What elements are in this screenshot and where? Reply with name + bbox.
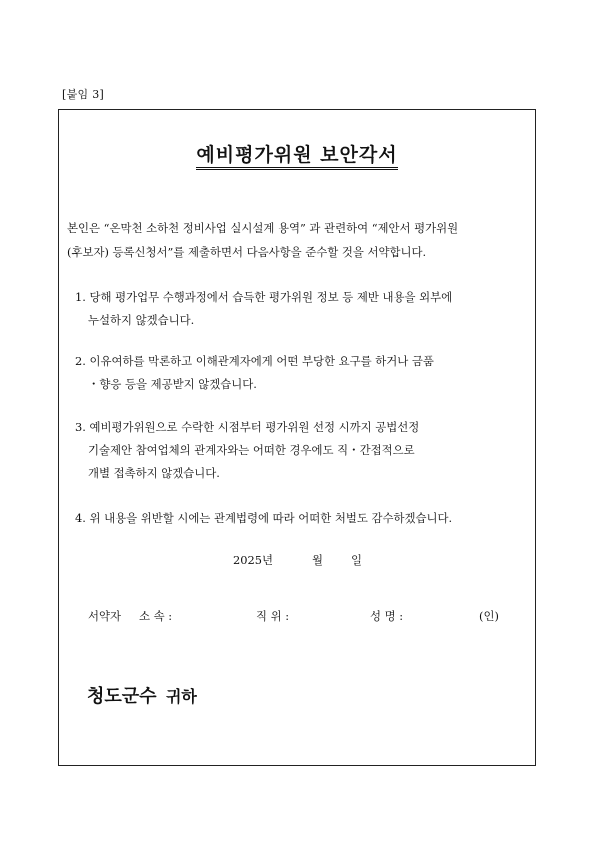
- date-year: 2025년: [233, 553, 273, 567]
- pledge-line: 4. 위 내용을 위반할 시에는 관계법령에 따라 어떠한 처벌도 감수하겠습니다.: [75, 511, 453, 525]
- pledge-item-3: [75, 416, 527, 485]
- pledge-item-4: [75, 507, 527, 530]
- pledger-label: 서약자: [88, 609, 122, 623]
- pledge-line: 누설하지 않겠습니다.: [88, 313, 195, 327]
- date-month: 월: [312, 553, 324, 567]
- pledge-line: 3. 예비평가위원으로 수락한 시점부터 평가위원 선정 시까지 공법선정: [75, 420, 420, 434]
- document-title: 예비평가위원 보안각서: [196, 144, 398, 166]
- pledge-line: ・향응 등을 제공받지 않겠습니다.: [88, 377, 257, 391]
- pledge-line: 개별 접촉하지 않겠습니다.: [88, 466, 220, 480]
- pledge-document-frame: [58, 109, 536, 766]
- addressee-name: 청도군수: [87, 686, 157, 707]
- pledge-line: 1. 당해 평가업무 수행과정에서 습득한 평가위원 정보 등 제반 내용을 외부에: [75, 290, 453, 304]
- affiliation-label: 소 속 :: [139, 609, 173, 623]
- addressee: [87, 682, 197, 708]
- pledge-line: 기술제안 참여업체의 관계자와는 어떠한 경우에도 직・간접적으로: [88, 443, 415, 457]
- name-label: 성 명 :: [370, 609, 404, 623]
- document-title-wrapper: [59, 144, 535, 168]
- addressee-suffix: 귀하: [165, 687, 197, 706]
- intro-line: 본인은 “온막천 소하천 정비사업 실시설계 용역” 과 관련하여 “제안서 평가위원: [67, 221, 459, 235]
- date-day: 일: [351, 553, 363, 567]
- pledge-line: 2. 이유여하를 막론하고 이해관계자에게 어떤 부당한 요구를 하거나 금품: [75, 354, 434, 368]
- intro-paragraph: [67, 216, 529, 264]
- pledge-item-2: [75, 350, 527, 396]
- seal-label: (인): [479, 609, 499, 623]
- intro-line: (후보자) 등록신청서”를 제출하면서 다음사항을 준수할 것을 서약합니다.: [67, 245, 427, 259]
- attachment-label: [붙임 3]: [62, 88, 105, 101]
- position-label: 직 위 :: [256, 609, 290, 623]
- pledge-item-1: [75, 286, 527, 332]
